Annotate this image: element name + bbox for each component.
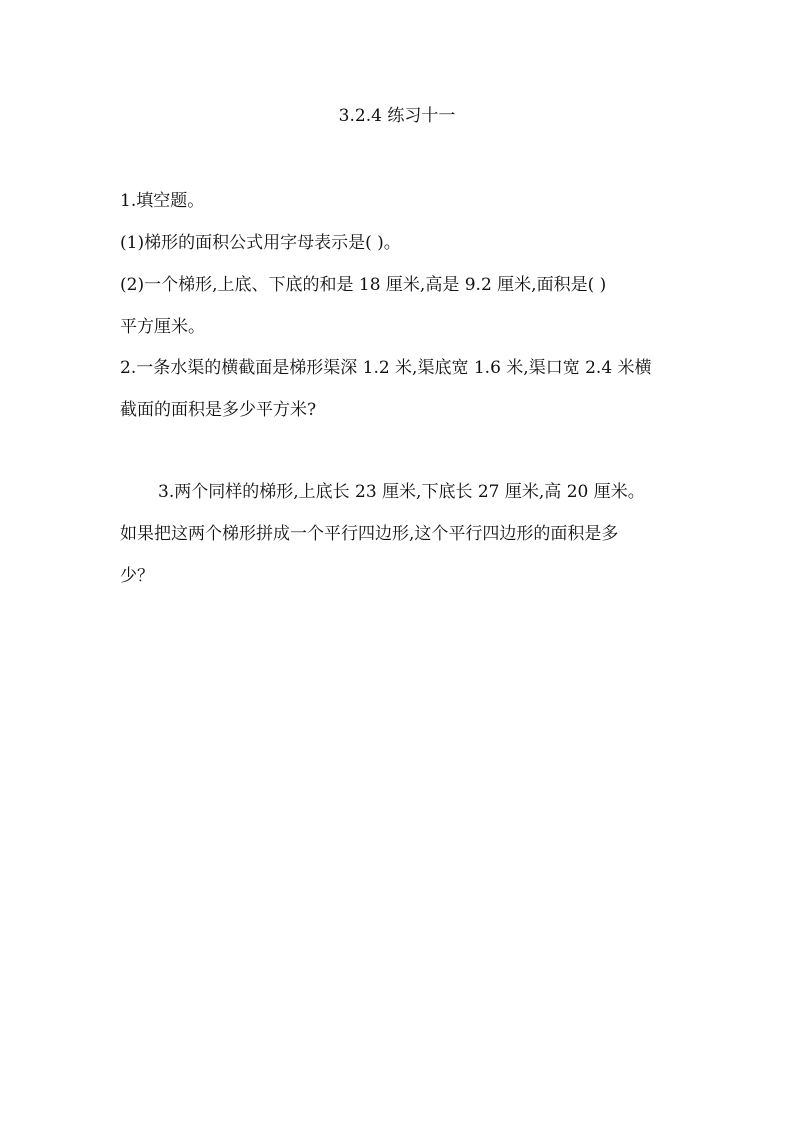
page-title: 3.2.4 练习十一 [338,106,456,126]
question-2-continued: 截面的面积是多少平方米? [120,400,317,420]
question-2: 2.一条水渠的横截面是梯形渠深 1.2 米,渠底宽 1.6 米,渠口宽 2.4 米横 [120,358,652,378]
question-3-end: 少？ [120,566,154,586]
question-3-continued: 如果把这两个梯形拼成一个平行四边形,这个平行四边形的面积是多 [120,524,619,544]
question-3: 3.两个同样的梯形,上底长 23 厘米,下底长 27 厘米,高 20 厘米。 [158,482,645,502]
question-1-part-1: (1)梯形的面积公式用字母表示是( )。 [120,233,401,253]
question-1-part-2: (2)一个梯形,上底、下底的和是 18 厘米,高是 9.2 厘米,面积是( ) [120,275,607,295]
question-1-part-2-continued: 平方厘米。 [120,317,205,337]
question-1-heading: 1.填空题。 [120,191,205,211]
